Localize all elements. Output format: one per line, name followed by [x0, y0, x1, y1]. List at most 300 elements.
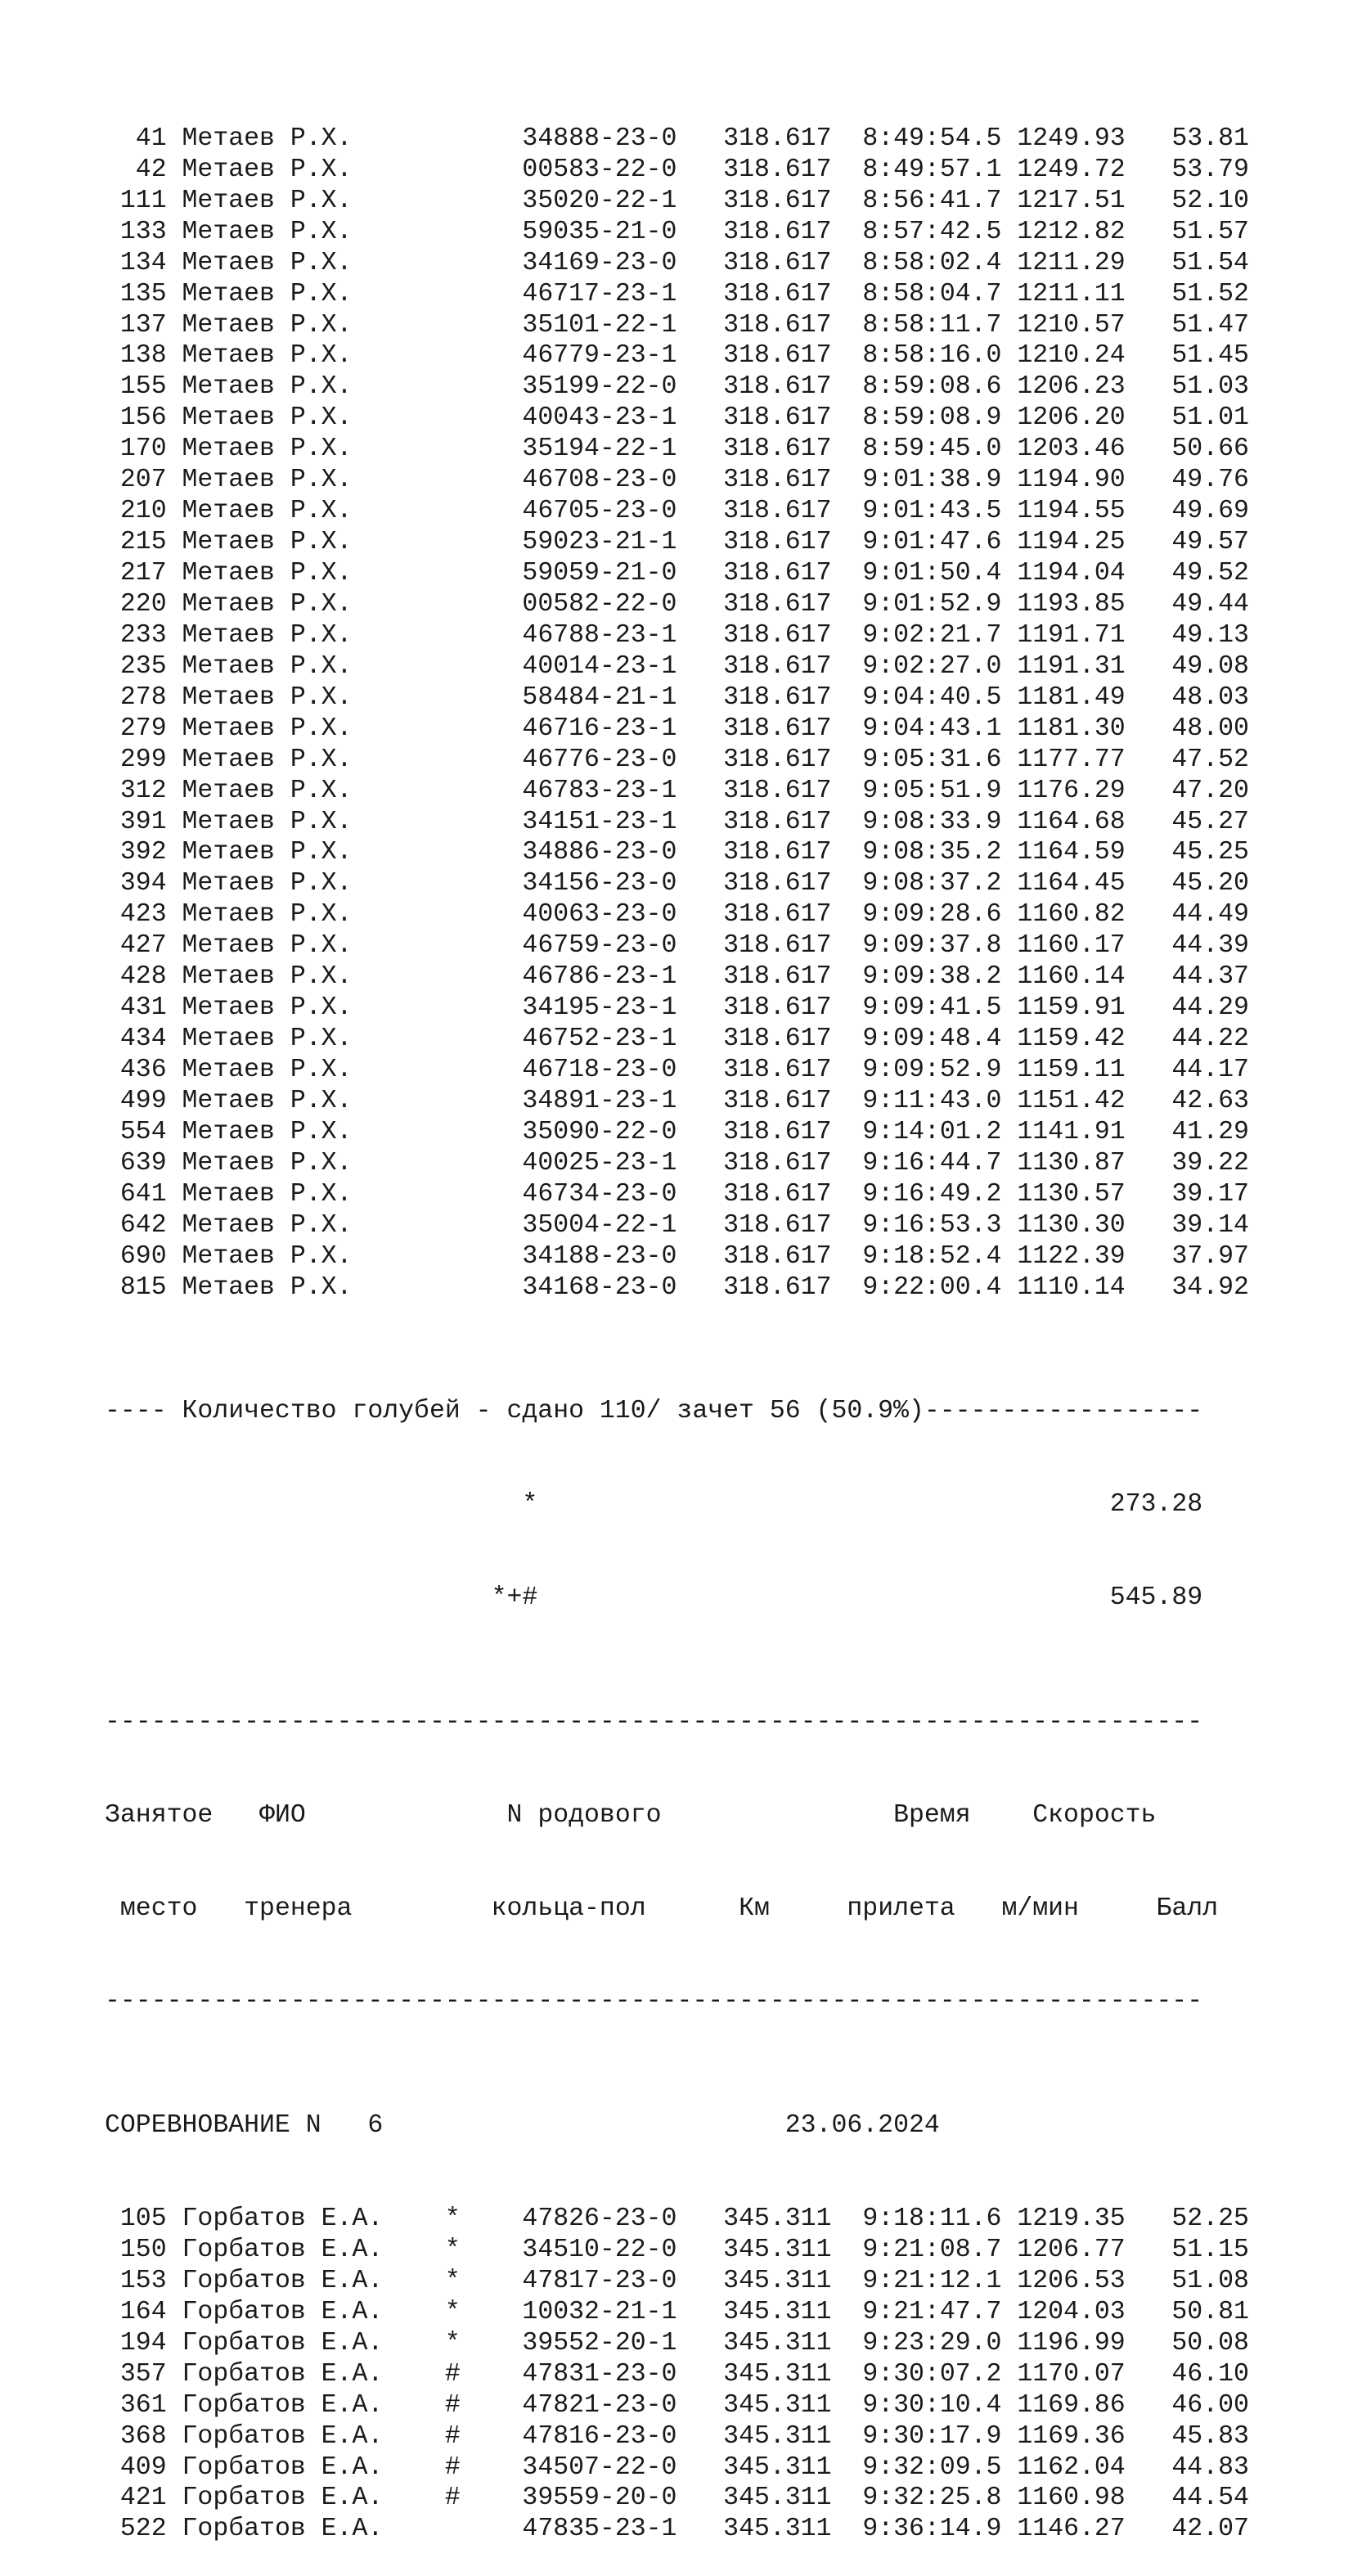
time-cell: 9:21:47.7	[862, 2297, 1002, 2326]
name-cell: Метаев Р.Х.	[182, 1210, 445, 1240]
speed-cell: 1219.35	[1017, 2204, 1126, 2234]
table-row	[105, 2359, 1299, 2390]
time-cell: 8:58:02.4	[862, 248, 1002, 277]
table-row	[105, 807, 1299, 838]
name-cell: Метаев Р.Х.	[182, 279, 445, 308]
time-cell: 9:36:14.9	[862, 2515, 1002, 2544]
km-cell: 318.617	[723, 993, 832, 1023]
speed-cell: 1206.20	[1017, 403, 1126, 433]
results-document	[105, 61, 1299, 2576]
score-cell: 49.57	[1140, 528, 1249, 557]
mark-cell	[445, 528, 461, 556]
competition-title: СОРЕВНОВАНИЕ N 6	[105, 2111, 384, 2141]
speed-cell: 1206.53	[1017, 2266, 1126, 2295]
name-cell: Метаев Р.Х.	[182, 435, 445, 464]
name-cell: Метаев Р.Х.	[182, 1272, 445, 1302]
mark-cell: #	[444, 2390, 461, 2420]
mark-cell	[445, 745, 461, 774]
km-cell: 318.617	[723, 248, 832, 277]
ring-cell: 46752-23-1	[522, 1025, 677, 1054]
mark-cell	[445, 466, 461, 494]
mark-cell	[445, 341, 461, 370]
speed-cell: 1169.86	[1017, 2390, 1126, 2420]
name-cell: Метаев Р.Х.	[182, 776, 445, 805]
time-cell: 9:08:37.2	[862, 869, 1002, 898]
mark-cell: *	[444, 2204, 461, 2234]
ring-cell: 40063-23-0	[522, 900, 677, 930]
km-cell: 318.617	[723, 869, 832, 898]
header-time-2: прилета	[847, 1894, 955, 1923]
place-cell: 499	[105, 1086, 167, 1115]
speed-cell: 1181.30	[1017, 714, 1126, 743]
score-cell: 45.25	[1140, 838, 1249, 867]
speed-cell: 1169.36	[1017, 2421, 1126, 2451]
table-row	[105, 682, 1299, 714]
speed-cell: 1191.71	[1017, 620, 1126, 650]
time-cell: 9:30:07.2	[862, 2359, 1002, 2389]
time-cell: 9:32:09.5	[862, 2452, 1002, 2482]
ring-cell: 35004-22-1	[522, 1210, 677, 1240]
place-cell: 423	[105, 900, 167, 930]
time-cell: 8:58:04.7	[862, 279, 1002, 308]
place-cell: 392	[105, 838, 167, 867]
mark-cell: *	[444, 2328, 461, 2358]
score-cell: 50.66	[1140, 435, 1249, 464]
name-cell: Горбатов Е.А.	[182, 2515, 445, 2544]
mark-cell	[445, 652, 461, 681]
mark-cell	[445, 124, 461, 153]
ring-cell: 46708-23-0	[522, 466, 677, 495]
table-row	[105, 1117, 1299, 1148]
ring-cell: 46786-23-1	[522, 962, 677, 992]
name-cell: Метаев Р.Х.	[182, 248, 445, 277]
header-row-2	[105, 1894, 1299, 1925]
ring-cell: 46759-23-0	[522, 931, 677, 961]
ring-cell: 46705-23-0	[522, 497, 677, 526]
time-cell: 9:16:53.3	[862, 1210, 1002, 1240]
mark-cell	[445, 435, 461, 463]
ring-cell: 35194-22-1	[522, 435, 677, 464]
place-cell: 194	[105, 2328, 167, 2358]
header-place: Занятое	[105, 1800, 214, 1830]
speed-cell: 1203.46	[1017, 435, 1126, 464]
table-row	[105, 1241, 1299, 1272]
time-cell: 9:01:47.6	[862, 528, 1002, 557]
mark-cell	[445, 777, 461, 805]
speed-cell: 1176.29	[1017, 776, 1126, 805]
mark-cell: #	[444, 2359, 461, 2389]
speed-cell: 1177.77	[1017, 745, 1126, 774]
score-cell: 46.00	[1140, 2390, 1249, 2420]
name-cell: Метаев Р.Х.	[182, 1179, 445, 1209]
speed-cell: 1193.85	[1017, 589, 1126, 619]
km-cell: 318.617	[723, 124, 832, 153]
time-cell: 8:59:08.9	[862, 403, 1002, 433]
time-cell: 8:59:45.0	[862, 435, 1002, 464]
ring-cell: 46783-23-1	[522, 776, 677, 805]
score-cell: 45.20	[1140, 869, 1249, 898]
summary-line: ---- Количество голубей - сдано 110/ зачет 56 (50.9%)------------------	[105, 1397, 1203, 1426]
speed-cell: 1191.31	[1017, 651, 1126, 681]
table-row	[105, 434, 1299, 465]
header-ring-2: кольца-пол	[491, 1894, 646, 1923]
speed-cell: 1204.03	[1017, 2297, 1126, 2326]
table-row	[105, 527, 1299, 558]
speed-cell: 1194.25	[1017, 528, 1126, 557]
km-cell: 318.617	[723, 1025, 832, 1054]
ring-cell: 46718-23-0	[522, 1056, 677, 1085]
time-cell: 9:01:43.5	[862, 497, 1002, 526]
speed-cell: 1170.07	[1017, 2359, 1126, 2389]
mark-cell	[445, 372, 461, 401]
results-section-1	[105, 124, 1299, 1304]
speed-cell: 1130.30	[1017, 1210, 1126, 1240]
km-cell: 318.617	[723, 589, 832, 619]
name-cell: Горбатов Е.А.	[182, 2359, 445, 2389]
score-cell: 44.22	[1140, 1025, 1249, 1054]
time-cell: 9:08:35.2	[862, 838, 1002, 867]
ring-cell: 47835-23-1	[522, 2515, 677, 2544]
place-cell: 217	[105, 559, 167, 588]
score-cell: 53.81	[1140, 124, 1249, 153]
speed-cell: 1160.14	[1017, 962, 1126, 992]
ring-cell: 10032-21-1	[522, 2297, 677, 2326]
header-place-2: место	[119, 1894, 198, 1923]
speed-cell: 1160.17	[1017, 931, 1126, 961]
mark-cell	[445, 683, 461, 712]
km-cell: 345.311	[723, 2390, 832, 2420]
place-cell: 156	[105, 403, 167, 433]
mark-cell: *	[444, 2235, 461, 2264]
ring-cell: 34188-23-0	[522, 1241, 677, 1271]
km-cell: 318.617	[723, 620, 832, 650]
score-cell: 49.08	[1140, 651, 1249, 681]
speed-cell: 1206.23	[1017, 372, 1126, 402]
header-fio-2: тренера	[244, 1894, 353, 1923]
total-line-star	[105, 1489, 1299, 1520]
table-row	[105, 2452, 1299, 2484]
place-cell: 153	[105, 2266, 167, 2295]
mark-cell: #	[444, 2484, 461, 2513]
speed-cell: 1151.42	[1017, 1086, 1126, 1115]
ring-cell: 35199-22-0	[522, 372, 677, 402]
score-cell: 47.52	[1140, 745, 1249, 774]
total-value: 545.89	[1094, 1583, 1203, 1613]
score-cell: 34.92	[1140, 1272, 1249, 1302]
km-cell: 318.617	[723, 1272, 832, 1302]
competition-date: 23.06.2024	[784, 2111, 940, 2141]
ring-cell: 34888-23-0	[522, 124, 677, 153]
table-row	[105, 837, 1299, 868]
total-symbol: *+#	[491, 1583, 538, 1613]
place-cell: 135	[105, 279, 167, 308]
name-cell: Метаев Р.Х.	[182, 838, 445, 867]
time-cell: 8:59:08.6	[862, 372, 1002, 402]
mark-cell	[445, 497, 461, 525]
header-ring: N родового	[506, 1800, 662, 1830]
table-row	[105, 620, 1299, 651]
mark-cell	[445, 1273, 461, 1302]
mark-cell	[445, 838, 461, 867]
time-cell: 9:01:38.9	[862, 466, 1002, 495]
ring-cell: 34507-22-0	[522, 2452, 677, 2482]
name-cell: Метаев Р.Х.	[182, 559, 445, 588]
mark-cell	[445, 714, 461, 743]
time-cell: 9:11:43.0	[862, 1086, 1002, 1115]
total-value: 273.28	[1094, 1490, 1203, 1520]
name-cell: Горбатов Е.А.	[182, 2484, 445, 2513]
name-cell: Метаев Р.Х.	[182, 745, 445, 774]
name-cell: Метаев Р.Х.	[182, 869, 445, 898]
place-cell: 299	[105, 745, 167, 774]
table-row	[105, 899, 1299, 930]
table-row	[105, 2328, 1299, 2359]
mark-cell	[445, 900, 461, 929]
results-section-2	[105, 2204, 1299, 2545]
speed-cell: 1211.11	[1017, 279, 1126, 308]
name-cell: Метаев Р.Х.	[182, 962, 445, 992]
place-cell: 134	[105, 248, 167, 277]
table-row	[105, 155, 1299, 186]
name-cell: Метаев Р.Х.	[182, 528, 445, 557]
name-cell: Метаев Р.Х.	[182, 403, 445, 433]
ring-cell: 46779-23-1	[522, 341, 677, 371]
name-cell: Горбатов Е.А.	[182, 2328, 445, 2358]
table-row	[105, 930, 1299, 961]
km-cell: 318.617	[723, 403, 832, 433]
score-cell: 46.10	[1140, 2359, 1249, 2389]
name-cell: Метаев Р.Х.	[182, 466, 445, 495]
place-cell: 111	[105, 186, 167, 215]
header-time: Время	[893, 1800, 971, 1830]
name-cell: Метаев Р.Х.	[182, 900, 445, 930]
name-cell: Горбатов Е.А.	[182, 2266, 445, 2295]
place-cell: 436	[105, 1056, 167, 1085]
place-cell: 105	[105, 2204, 167, 2234]
km-cell: 318.617	[723, 651, 832, 681]
place-cell: 409	[105, 2452, 167, 2482]
ring-cell: 34169-23-0	[522, 248, 677, 277]
ring-cell: 46734-23-0	[522, 1179, 677, 1209]
km-cell: 318.617	[723, 1148, 832, 1178]
score-cell: 44.39	[1140, 931, 1249, 961]
place-cell: 42	[105, 155, 167, 184]
table-row	[105, 248, 1299, 279]
score-cell: 42.63	[1140, 1086, 1249, 1115]
table-row	[105, 124, 1299, 155]
place-cell: 207	[105, 466, 167, 495]
mark-cell: *	[444, 2266, 461, 2295]
speed-cell: 1194.04	[1017, 559, 1126, 588]
km-cell: 345.311	[723, 2204, 832, 2234]
time-cell: 8:49:57.1	[862, 155, 1002, 184]
time-cell: 9:32:25.8	[862, 2484, 1002, 2513]
time-cell: 9:09:48.4	[862, 1025, 1002, 1054]
ring-cell: 39552-20-1	[522, 2328, 677, 2358]
place-cell: 155	[105, 372, 167, 402]
place-cell: 278	[105, 682, 167, 712]
place-cell: 641	[105, 1179, 167, 1209]
speed-cell: 1249.93	[1017, 124, 1126, 153]
name-cell: Метаев Р.Х.	[182, 497, 445, 526]
mark-cell	[445, 1056, 461, 1084]
speed-cell: 1146.27	[1017, 2515, 1126, 2544]
speed-cell: 1212.82	[1017, 217, 1126, 246]
table-row	[105, 2514, 1299, 2545]
score-cell: 48.03	[1140, 682, 1249, 712]
speed-cell: 1211.29	[1017, 248, 1126, 277]
table-row	[105, 1148, 1299, 1179]
mark-cell	[445, 155, 461, 184]
speed-cell: 1249.72	[1017, 155, 1126, 184]
mark-cell	[445, 1087, 461, 1115]
place-cell: 428	[105, 962, 167, 992]
score-cell: 51.54	[1140, 248, 1249, 277]
time-cell: 9:23:29.0	[862, 2328, 1002, 2358]
ring-cell: 34151-23-1	[522, 807, 677, 836]
place-cell: 421	[105, 2484, 167, 2513]
name-cell: Метаев Р.Х.	[182, 372, 445, 402]
place-cell: 391	[105, 807, 167, 836]
time-cell: 9:16:44.7	[862, 1148, 1002, 1178]
name-cell: Метаев Р.Х.	[182, 1241, 445, 1271]
place-cell: 210	[105, 497, 167, 526]
mark-cell	[445, 1118, 461, 1146]
time-cell: 9:22:00.4	[862, 1272, 1002, 1302]
speed-cell: 1210.57	[1017, 310, 1126, 340]
mark-cell	[445, 559, 461, 588]
km-cell: 318.617	[723, 714, 832, 743]
speed-cell: 1130.57	[1017, 1179, 1126, 1209]
table-row	[105, 2266, 1299, 2297]
ring-cell: 34886-23-0	[522, 838, 677, 867]
place-cell: 554	[105, 1117, 167, 1146]
ring-cell: 39559-20-0	[522, 2484, 677, 2513]
km-cell: 318.617	[723, 745, 832, 774]
name-cell: Метаев Р.Х.	[182, 1025, 445, 1054]
place-cell: 220	[105, 589, 167, 619]
km-cell: 318.617	[723, 435, 832, 464]
table-row	[105, 558, 1299, 589]
ring-cell: 35020-22-1	[522, 186, 677, 215]
table-row	[105, 1272, 1299, 1304]
score-cell: 51.03	[1140, 372, 1249, 402]
place-cell: 279	[105, 714, 167, 743]
speed-cell: 1159.91	[1017, 993, 1126, 1023]
km-cell: 345.311	[723, 2328, 832, 2358]
time-cell: 9:05:31.6	[862, 745, 1002, 774]
score-cell: 44.83	[1140, 2452, 1249, 2482]
name-cell: Метаев Р.Х.	[182, 1148, 445, 1178]
score-cell: 42.07	[1140, 2515, 1249, 2544]
name-cell: Метаев Р.Х.	[182, 620, 445, 650]
place-cell: 233	[105, 620, 167, 650]
table-row	[105, 2390, 1299, 2421]
header-score: Балл	[1156, 1894, 1219, 1923]
score-cell: 44.54	[1140, 2484, 1249, 2513]
name-cell: Метаев Р.Х.	[182, 931, 445, 961]
time-cell: 9:30:10.4	[862, 2390, 1002, 2420]
mark-cell	[445, 187, 461, 215]
mark-cell: *	[444, 2297, 461, 2326]
km-cell: 318.617	[723, 1210, 832, 1240]
time-cell: 9:04:43.1	[862, 714, 1002, 743]
table-row	[105, 714, 1299, 745]
ring-cell: 46776-23-0	[522, 745, 677, 774]
km-cell: 318.617	[723, 466, 832, 495]
name-cell: Метаев Р.Х.	[182, 589, 445, 619]
speed-cell: 1164.59	[1017, 838, 1126, 867]
header-row-1	[105, 1800, 1299, 1831]
score-cell: 44.17	[1140, 1056, 1249, 1085]
place-cell: 815	[105, 1272, 167, 1302]
ring-cell: 34510-22-0	[522, 2235, 677, 2264]
mark-cell	[445, 962, 461, 991]
speed-cell: 1196.99	[1017, 2328, 1126, 2358]
score-cell: 51.08	[1140, 2266, 1249, 2295]
score-cell: 45.27	[1140, 807, 1249, 836]
time-cell: 9:05:51.9	[862, 776, 1002, 805]
table-row	[105, 496, 1299, 527]
ring-cell: 47821-23-0	[522, 2390, 677, 2420]
table-row	[105, 310, 1299, 341]
mark-cell	[445, 993, 461, 1022]
mark-cell	[445, 1025, 461, 1053]
time-cell: 9:09:28.6	[862, 900, 1002, 930]
name-cell: Горбатов Е.А.	[182, 2452, 445, 2482]
speed-cell: 1162.04	[1017, 2452, 1126, 2482]
score-cell: 53.79	[1140, 155, 1249, 184]
mark-cell	[445, 2515, 461, 2543]
mark-cell	[445, 1211, 461, 1240]
time-cell: 9:01:52.9	[862, 589, 1002, 619]
table-row	[105, 2297, 1299, 2328]
km-cell: 318.617	[723, 1179, 832, 1209]
name-cell: Горбатов Е.А.	[182, 2235, 445, 2264]
table-row	[105, 403, 1299, 434]
time-cell: 9:02:21.7	[862, 620, 1002, 650]
table-row	[105, 340, 1299, 372]
time-cell: 9:21:12.1	[862, 2266, 1002, 2295]
table-row	[105, 1055, 1299, 1086]
time-cell: 9:30:17.9	[862, 2421, 1002, 2451]
km-cell: 318.617	[723, 372, 832, 402]
header-speed-2: м/мин	[1001, 1894, 1079, 1923]
table-row	[105, 465, 1299, 496]
name-cell: Метаев Р.Х.	[182, 124, 445, 153]
table-row	[105, 993, 1299, 1024]
table-row	[105, 372, 1299, 403]
ring-cell: 58484-21-1	[522, 682, 677, 712]
name-cell: Метаев Р.Х.	[182, 651, 445, 681]
speed-cell: 1194.55	[1017, 497, 1126, 526]
time-cell: 8:56:41.7	[862, 186, 1002, 215]
name-cell: Горбатов Е.А.	[182, 2421, 445, 2451]
speed-cell: 1160.82	[1017, 900, 1126, 930]
place-cell: 522	[105, 2515, 167, 2544]
mark-cell	[445, 249, 461, 277]
km-cell: 318.617	[723, 155, 832, 184]
table-row	[105, 589, 1299, 620]
table-row	[105, 1210, 1299, 1241]
time-cell: 9:01:50.4	[862, 559, 1002, 588]
time-cell: 8:57:42.5	[862, 217, 1002, 246]
km-cell: 318.617	[723, 682, 832, 712]
score-cell: 49.69	[1140, 497, 1249, 526]
header-km: Км	[739, 1894, 770, 1923]
km-cell: 318.617	[723, 962, 832, 992]
separator-top: -----------------------------------------------------------------------	[105, 1707, 1203, 1736]
